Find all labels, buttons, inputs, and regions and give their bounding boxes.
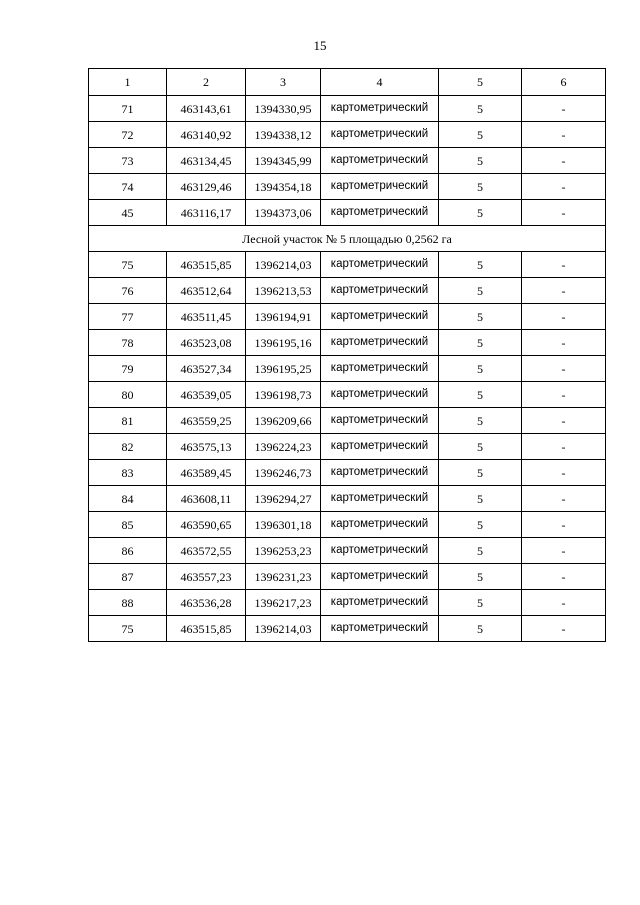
y-coordinate-cell: 1396195,16	[246, 330, 321, 356]
table-row	[89, 200, 606, 226]
x-coordinate-cell: 463575,13	[167, 434, 246, 460]
column-header: 6	[522, 69, 606, 96]
point-number-cell: 83	[89, 460, 167, 486]
x-coordinate-cell: 463608,11	[167, 486, 246, 512]
y-coordinate-cell: 1396231,23	[246, 564, 321, 590]
method-cell: картометрический	[321, 278, 439, 304]
method-cell: картометрический	[321, 538, 439, 564]
note-cell: -	[522, 252, 606, 278]
method-cell: картометрический	[321, 616, 439, 642]
method-cell: картометрический	[321, 434, 439, 460]
accuracy-cell: 5	[439, 304, 522, 330]
table-row	[89, 512, 606, 538]
accuracy-cell: 5	[439, 252, 522, 278]
accuracy-cell: 5	[439, 486, 522, 512]
y-coordinate-cell: 1396194,91	[246, 304, 321, 330]
note-cell: -	[522, 356, 606, 382]
note-cell: -	[522, 460, 606, 486]
page-number: 15	[313, 38, 327, 53]
table-row	[89, 564, 606, 590]
method-cell: картометрический	[321, 512, 439, 538]
note-cell: -	[522, 616, 606, 642]
section-title: Лесной участок № 5 площадью 0,2562 га	[89, 226, 606, 252]
coordinates-table	[88, 68, 606, 642]
method-cell: картометрический	[321, 304, 439, 330]
method-cell: картометрический	[321, 460, 439, 486]
y-coordinate-cell: 1396294,27	[246, 486, 321, 512]
note-cell: -	[522, 122, 606, 148]
note-cell: -	[522, 200, 606, 226]
table-row	[89, 408, 606, 434]
y-coordinate-cell: 1396246,73	[246, 460, 321, 486]
point-number-cell: 85	[89, 512, 167, 538]
section-title-row	[89, 226, 606, 252]
x-coordinate-cell: 463557,23	[167, 564, 246, 590]
table-row	[89, 460, 606, 486]
note-cell: -	[522, 174, 606, 200]
method-cell: картометрический	[321, 96, 439, 122]
point-number-cell: 76	[89, 278, 167, 304]
accuracy-cell: 5	[439, 278, 522, 304]
y-coordinate-cell: 1396214,03	[246, 616, 321, 642]
method-cell: картометрический	[321, 356, 439, 382]
point-number-cell: 86	[89, 538, 167, 564]
method-cell: картометрический	[321, 252, 439, 278]
method-cell: картометрический	[321, 200, 439, 226]
note-cell: -	[522, 564, 606, 590]
y-coordinate-cell: 1396195,25	[246, 356, 321, 382]
column-header: 5	[439, 69, 522, 96]
note-cell: -	[522, 96, 606, 122]
point-number-cell: 78	[89, 330, 167, 356]
x-coordinate-cell: 463515,85	[167, 252, 246, 278]
method-cell: картометрический	[321, 330, 439, 356]
point-number-cell: 87	[89, 564, 167, 590]
note-cell: -	[522, 486, 606, 512]
table-row	[89, 616, 606, 642]
x-coordinate-cell: 463515,85	[167, 616, 246, 642]
point-number-cell: 71	[89, 96, 167, 122]
method-cell: картометрический	[321, 486, 439, 512]
table-row	[89, 252, 606, 278]
x-coordinate-cell: 463116,17	[167, 200, 246, 226]
accuracy-cell: 5	[439, 460, 522, 486]
method-cell: картометрический	[321, 590, 439, 616]
y-coordinate-cell: 1394330,95	[246, 96, 321, 122]
x-coordinate-cell: 463590,65	[167, 512, 246, 538]
note-cell: -	[522, 538, 606, 564]
note-cell: -	[522, 434, 606, 460]
table-row	[89, 538, 606, 564]
column-header: 2	[167, 69, 246, 96]
table-body-before	[89, 96, 606, 226]
point-number-cell: 80	[89, 382, 167, 408]
accuracy-cell: 5	[439, 96, 522, 122]
x-coordinate-cell: 463559,25	[167, 408, 246, 434]
table-row	[89, 96, 606, 122]
x-coordinate-cell: 463512,64	[167, 278, 246, 304]
accuracy-cell: 5	[439, 356, 522, 382]
note-cell: -	[522, 148, 606, 174]
table-row	[89, 278, 606, 304]
table-row	[89, 356, 606, 382]
accuracy-cell: 5	[439, 408, 522, 434]
x-coordinate-cell: 463129,46	[167, 174, 246, 200]
table-row	[89, 148, 606, 174]
accuracy-cell: 5	[439, 200, 522, 226]
table-row	[89, 434, 606, 460]
table-row	[89, 486, 606, 512]
accuracy-cell: 5	[439, 122, 522, 148]
note-cell: -	[522, 278, 606, 304]
y-coordinate-cell: 1396301,18	[246, 512, 321, 538]
table-row	[89, 330, 606, 356]
note-cell: -	[522, 512, 606, 538]
x-coordinate-cell: 463140,92	[167, 122, 246, 148]
y-coordinate-cell: 1394354,18	[246, 174, 321, 200]
y-coordinate-cell: 1396217,23	[246, 590, 321, 616]
x-coordinate-cell: 463523,08	[167, 330, 246, 356]
y-coordinate-cell: 1396214,03	[246, 252, 321, 278]
accuracy-cell: 5	[439, 512, 522, 538]
x-coordinate-cell: 463536,28	[167, 590, 246, 616]
y-coordinate-cell: 1396213,53	[246, 278, 321, 304]
method-cell: картометрический	[321, 408, 439, 434]
x-coordinate-cell: 463589,45	[167, 460, 246, 486]
point-number-cell: 82	[89, 434, 167, 460]
point-number-cell: 74	[89, 174, 167, 200]
table-header-row	[89, 69, 606, 96]
y-coordinate-cell: 1396198,73	[246, 382, 321, 408]
point-number-cell: 77	[89, 304, 167, 330]
point-number-cell: 84	[89, 486, 167, 512]
y-coordinate-cell: 1396253,23	[246, 538, 321, 564]
accuracy-cell: 5	[439, 174, 522, 200]
table-row	[89, 122, 606, 148]
method-cell: картометрический	[321, 122, 439, 148]
accuracy-cell: 5	[439, 538, 522, 564]
y-coordinate-cell: 1396224,23	[246, 434, 321, 460]
point-number-cell: 73	[89, 148, 167, 174]
method-cell: картометрический	[321, 564, 439, 590]
column-header: 4	[321, 69, 439, 96]
method-cell: картометрический	[321, 174, 439, 200]
y-coordinate-cell: 1394338,12	[246, 122, 321, 148]
x-coordinate-cell: 463143,61	[167, 96, 246, 122]
y-coordinate-cell: 1394373,06	[246, 200, 321, 226]
point-number-cell: 75	[89, 616, 167, 642]
x-coordinate-cell: 463511,45	[167, 304, 246, 330]
x-coordinate-cell: 463572,55	[167, 538, 246, 564]
x-coordinate-cell: 463539,05	[167, 382, 246, 408]
column-header: 1	[89, 69, 167, 96]
section-row-group	[89, 226, 606, 252]
accuracy-cell: 5	[439, 434, 522, 460]
method-cell: картометрический	[321, 148, 439, 174]
note-cell: -	[522, 408, 606, 434]
table-row	[89, 304, 606, 330]
accuracy-cell: 5	[439, 616, 522, 642]
note-cell: -	[522, 382, 606, 408]
point-number-cell: 81	[89, 408, 167, 434]
point-number-cell: 79	[89, 356, 167, 382]
note-cell: -	[522, 330, 606, 356]
point-number-cell: 88	[89, 590, 167, 616]
table-row	[89, 590, 606, 616]
point-number-cell: 45	[89, 200, 167, 226]
column-header: 3	[246, 69, 321, 96]
table-body-after	[89, 252, 606, 642]
y-coordinate-cell: 1396209,66	[246, 408, 321, 434]
accuracy-cell: 5	[439, 564, 522, 590]
x-coordinate-cell: 463527,34	[167, 356, 246, 382]
accuracy-cell: 5	[439, 330, 522, 356]
note-cell: -	[522, 590, 606, 616]
method-cell: картометрический	[321, 382, 439, 408]
table-row	[89, 382, 606, 408]
point-number-cell: 75	[89, 252, 167, 278]
table-row	[89, 174, 606, 200]
note-cell: -	[522, 304, 606, 330]
x-coordinate-cell: 463134,45	[167, 148, 246, 174]
y-coordinate-cell: 1394345,99	[246, 148, 321, 174]
accuracy-cell: 5	[439, 148, 522, 174]
accuracy-cell: 5	[439, 590, 522, 616]
accuracy-cell: 5	[439, 382, 522, 408]
point-number-cell: 72	[89, 122, 167, 148]
